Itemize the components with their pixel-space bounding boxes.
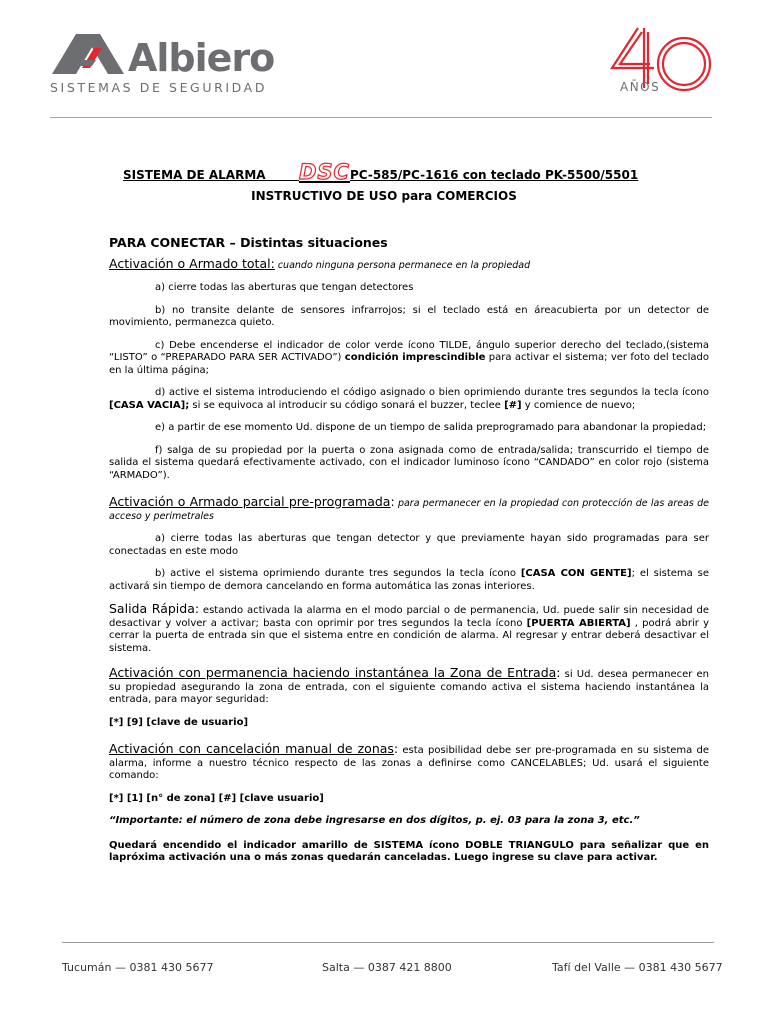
document-body (109, 237, 709, 865)
parcial-step-b-text: b) active el sistema oprimiendo durante tres segundos la tecla ícono (155, 568, 521, 579)
total-heading: Activación o Armado total: (109, 255, 275, 271)
parcial-heading-line (109, 496, 709, 523)
total-step-d-text: d) active el sistema introduciendo el código asignado o bien oprimiendo durante tres segundos la tecla ícono (155, 387, 709, 398)
anniversary-label: AÑOS (620, 80, 661, 94)
total-step-d-text2: si se equivoca al introducir su código sonará el buzzer, teclee (189, 399, 505, 411)
title-suffix: PC-585/PC-1616 con teclado PK-5500/5501 (349, 168, 639, 182)
brand-name: Albiero (128, 36, 275, 80)
total-step-d (109, 387, 709, 412)
salida-bold: [PUERTA ABIERTA] (526, 617, 631, 629)
total-step-c-text: c) Debe encenderse el indicador de color verde ícono TILDE, ángulo superior derecho del teclado,(sistema “LISTO” o “PREPARADO PARA SER ACTIVADO”) (109, 339, 709, 363)
permanencia-paragraph (109, 667, 709, 707)
total-step-d-bold1: [CASA VACIA]; (109, 399, 190, 411)
permanencia-colon: : (556, 665, 561, 680)
total-step-d-text3: y comience de nuevo; (521, 399, 636, 411)
parcial-step-b-text2: ; el sistema se activará sin tiempo de demora cancelando en forma automática las zonas interiores. (109, 568, 709, 592)
footer-salta: Salta — 0387 421 8800 (322, 961, 452, 974)
total-sub: cuando ninguna persona permanece en la propiedad (274, 259, 531, 271)
cancelacion-important: “Importante: el número de zona debe ingresarse en dos dígitos, p. ej. 03 para la zona 3, etc.” (109, 815, 640, 826)
total-step-c-text2: para activar el sistema; ver foto del teclado en la última página; (109, 352, 709, 376)
cancelacion-colon: : (393, 741, 399, 756)
brand-tagline: SISTEMAS DE SEGURIDAD (50, 80, 268, 95)
cancelacion-final: Quedará encendido el indicador amarillo de SISTEMA ícono DOBLE TRIANGULO para señalizar que en lapróxima activación una o más zonas quedarán canceladas. Luego ingrese su clave para activar. (109, 839, 709, 863)
permanencia-text: si Ud. desea permanecer en su propiedad asegurando la zona de entrada, con el siguiente comando activa el sistema haciendo instantánea la entrada, para mayor seguridad: (109, 669, 710, 705)
dsc-logo: DSC (299, 160, 350, 184)
parcial-sub: para permanecer en la propiedad con protección de las areas de acceso y perimetrales (109, 498, 710, 522)
salida-heading: Salida Rápida: (109, 601, 200, 616)
total-step-c (109, 340, 709, 378)
total-step-e: e) a partir de ese momento Ud. dispone de un tiempo de salida preprogramado para abandonar la propiedad; (155, 422, 707, 433)
parcial-step-b (109, 568, 709, 593)
parcial-heading: Activación o Armado parcial pre-programada (109, 494, 391, 509)
salida-text: estando activada la alarma en el modo parcial o de permanencia, Ud. puede salir sin necesidad de desactivar y volver a activar; basta con oprimir por tres segundos la tecla ícono (109, 605, 709, 629)
total-heading-line (109, 255, 709, 273)
parcial-step-a: a) cierre todas las aberturas que tengan detector y que previamente hayan sido programadas para ser conectadas en este modo (109, 533, 709, 557)
footer-tucuman: Tucumán — 0381 430 5677 (62, 961, 214, 974)
header-divider (50, 117, 712, 118)
cancelacion-paragraph (109, 743, 709, 783)
footer-tafi: Tafí del Valle — 0381 430 5677 (552, 961, 723, 974)
salida-paragraph (109, 603, 709, 655)
section-title: PARA CONECTAR – Distintas situaciones (109, 235, 388, 250)
footer-divider (62, 942, 714, 943)
parcial-colon: : (390, 494, 395, 509)
cancelacion-command: [*] [1] [n° de zona] [#] [clave usuario] (109, 792, 324, 804)
title-prefix: SISTEMA DE ALARMA (123, 168, 266, 182)
total-step-d-bold2: [#] (504, 399, 522, 411)
total-step-a: a) cierre todas las aberturas que tengan detectores (155, 282, 414, 293)
document-title (123, 160, 743, 184)
cancelacion-text: esta posibilidad debe ser pre-programada en su sistema de alarma, informe a nuestro técnico respecto de las zonas a definirse como CANCELABLES; Ud. usará el siguiente comando: (109, 745, 710, 781)
total-step-f: f) salga de su propiedad por la puerta o zona asignada como de entrada/salida; transcurrido el tiempo de salida el sistema quedará efectivamente activado, con el indicador luminoso ícono “CANDADO” en color rojo (sistema “ARMADO”). (109, 444, 709, 481)
cancelacion-heading: Activación con cancelación manual de zonas (109, 741, 394, 756)
total-step-c-bold: condición imprescindible (344, 352, 486, 363)
total-step-b: b) no transite delante de sensores infrarrojos; si el teclado está en áreacubierta por un detector de movimiento, permanezca quieto. (109, 304, 709, 328)
permanencia-command: [*] [9] [clave de usuario] (109, 716, 249, 728)
salida-text2: , podrá abrir y cerrar la puerta de entrada sin que el sistema entre en condición de alarma. Al regresar y entrar deberá desactivar el sistema. (109, 617, 710, 654)
document-subtitle: INSTRUCTIVO DE USO para COMERCIOS (251, 189, 517, 203)
parcial-step-b-bold: [CASA CON GENTE] (520, 568, 632, 579)
permanencia-heading: Activación con permanencia haciendo instantánea la Zona de Entrada (109, 665, 557, 680)
